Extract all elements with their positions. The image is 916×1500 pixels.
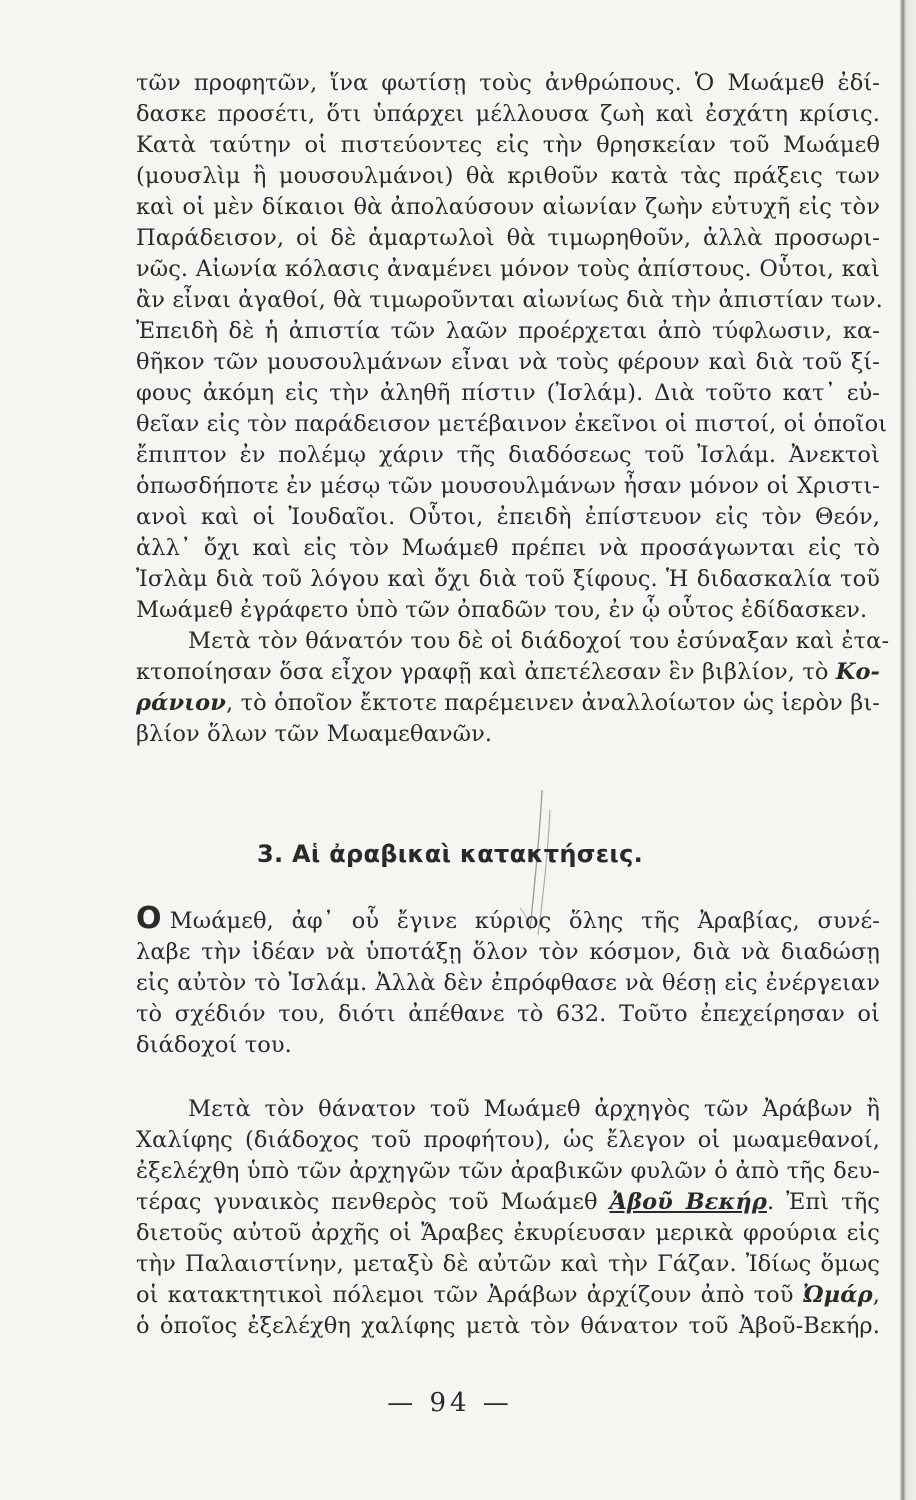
koran-term-part2: ράνιον: [136, 690, 226, 716]
text-line: νῶς. Αἰωνία κόλασις ἀναμένει μόνον τοὺς ἀπίστους. Οὗτοι, καὶ: [136, 256, 880, 282]
text-line: διάδοχοί του.: [136, 1032, 292, 1058]
text-line: θεῖαν εἰς τὸν παράδεισον μετέβαινον ἐκεῖνοι οἱ πιστοί, οἱ ὁποῖοι: [136, 411, 888, 437]
text-run: Μωάμεθ, ἀφ᾿ οὗ ἔγινε κύριος ὅλης τῆς Ἀραβίας, συνέ-: [169, 908, 880, 934]
text-run: , τὸ ὁποῖον ἔκτοτε παρέμεινεν ἀναλλοίωτον ὡς ἱερὸν βι-: [226, 690, 880, 716]
text-line: [136, 657, 880, 688]
text-line: [136, 1280, 880, 1311]
abu-bakr-name: Ἀβοῦ Βεκήρ: [609, 1189, 767, 1215]
page-number: — 94 —: [387, 1388, 513, 1418]
text-line: (μουσλὶμ ἢ μουσουλμάνοι) θὰ κριθοῦν κατὰ τὰς πράξεις των: [136, 163, 880, 189]
text-line: [136, 1187, 880, 1218]
text-line: δασκε προσέτι, ὅτι ὑπάρχει μέλλουσα ζωὴ καὶ ἐσχάτη κρίσις.: [136, 101, 880, 127]
text-line: ἔπιπτον ἐν πολέμῳ χάριν τῆς διαδόσεως τοῦ Ἰσλάμ. Ἀνεκτοὶ: [136, 442, 880, 468]
text-block-bottom: [136, 1094, 880, 1342]
text-line: Χαλίφης (διάδοχος τοῦ προφήτου), ὡς ἔλεγον οἱ μωαμεθανοί,: [136, 1127, 880, 1153]
paragraph-start-line: Μετὰ τὸν θάνατόν του δὲ οἱ διάδοχοί του ἐσύναξαν καὶ ἐτα-: [188, 628, 890, 654]
text-line: ἀλλ᾿ ὄχι καὶ εἰς τὸν Μωάμεθ πρέπει νὰ προσάγωνται εἰς τὸ: [136, 535, 880, 561]
paragraph-start-line: Μετὰ τὸν θάνατον τοῦ Μωάμεθ ἀρχηγὸς τῶν Ἀράβων ἢ: [188, 1096, 880, 1122]
section-heading: 3. Αἱ ἀραβικαὶ κατακτήσεις.: [256, 840, 644, 868]
text-run: κτοποίησαν ὅσα εἶχον γραφῇ καὶ ἀπετέλεσαν ἓν βιβλίον, τὸ: [136, 659, 836, 685]
text-line: τὸ σχέδιόν του, διότι ἀπέθανε τὸ 632. Τοῦτο ἐπεχείρησαν οἱ: [136, 1001, 880, 1027]
text-line: καὶ οἱ μὲν δίκαιοι θὰ ἀπολαύσουν αἰωνίαν ζωὴν εὐτυχῆ εἰς τὸν: [136, 194, 880, 220]
text-line: ἐξελέχθη ὑπὸ τῶν ἀρχηγῶν τῶν ἀραβικῶν φυλῶν ὁ ἀπὸ τῆς δευ-: [136, 1158, 880, 1184]
drop-initial: Ο: [136, 901, 162, 936]
text-line: Κατὰ ταύτην οἱ πιστεύοντες εἰς τὴν θρησκείαν τοῦ Μωάμεθ: [136, 132, 880, 158]
text-line: Μωάμεθ ἐγράφετο ὑπὸ τῶν ὀπαδῶν του, ἐν ᾧ οὗτος ἐδίδασκεν.: [136, 597, 868, 623]
text-line: Ἐπειδὴ δὲ ἡ ἀπιστία τῶν λαῶν προέρχεται ἀπὸ τύφλωσιν, κα-: [136, 318, 880, 344]
text-line: Παράδεισον, οἱ δὲ ἁμαρτωλοὶ θὰ τιμωρηθοῦν, ἀλλὰ προσωρι-: [136, 225, 880, 251]
text-run: ,: [872, 1282, 880, 1308]
text-line: ὁπωσδήποτε ἐν μέσῳ τῶν μουσουλμάνων ἦσαν μόνον οἱ Χριστι-: [136, 473, 880, 499]
text-line: [136, 903, 880, 937]
text-block-top: [136, 68, 890, 750]
koran-term-part1: Κο-: [835, 659, 880, 685]
text-line: τὴν Παλαιστίνην, μεταξὺ δὲ αὐτῶν καὶ τὴν Γάζαν. Ἰδίως ὅμως: [136, 1251, 880, 1277]
text-line: φους ἀκόμη εἰς τὴν ἀληθῆ πίστιν (Ἰσλάμ). Διὰ τοῦτο κατ᾿ εὐ-: [136, 380, 880, 406]
text-line: θῆκον τῶν μουσουλμάνων εἶναι νὰ τοὺς φέρουν καὶ διὰ τοῦ ξί-: [136, 349, 880, 375]
omar-name: Ὠμάρ: [802, 1282, 873, 1308]
text-line: ἂν εἶναι ἀγαθοί, θὰ τιμωροῦνται αἰωνίως διὰ τὴν ἀπιστίαν των.: [136, 287, 883, 313]
text-line: τῶν προφητῶν, ἵνα φωτίσῃ τοὺς ἀνθρώπους. Ὁ Μωάμεθ ἐδί-: [136, 70, 880, 96]
text-line: λαβε τὴν ἰδέαν νὰ ὑποτάξῃ ὅλον τὸν κόσμον, διὰ νὰ διαδώσῃ: [136, 939, 880, 965]
text-line: Ἰσλὰμ διὰ τοῦ λόγου καὶ ὄχι διὰ τοῦ ξίφους. Ἡ διδασκαλία τοῦ: [136, 566, 880, 592]
text-line: ανοὶ καὶ οἱ Ἰουδαῖοι. Οὗτοι, ἐπειδὴ ἐπίστευον εἰς τὸν Θεόν,: [136, 504, 880, 530]
text-run: τέρας γυναικὸς πενθερὸς τοῦ Μωάμεθ: [136, 1189, 610, 1215]
book-binding-edge: [900, 0, 916, 1500]
text-line: ὁ ὁποῖος ἐξελέχθη χαλίφης μετὰ τὸν θάνατον τοῦ Ἀβοῦ-Βεκήρ.: [136, 1313, 880, 1339]
text-run: οἱ κατακτητικοὶ πόλεμοι τῶν Ἀράβων ἀρχίζουν ἀπὸ τοῦ: [136, 1282, 803, 1308]
text-run: . Ἐπὶ τῆς: [766, 1189, 880, 1215]
text-line: εἰς αὐτὸν τὸ Ἰσλάμ. Ἀλλὰ δὲν ἐπρόφθασε νὰ θέσῃ εἰς ἐνέργειαν: [136, 970, 880, 996]
text-line: διετοῦς αὐτοῦ ἀρχῆς οἱ Ἄραβες ἐκυρίευσαν μερικὰ φρούρια εἰς: [136, 1220, 880, 1246]
text-line: βλίον ὅλων τῶν Μωαμεθανῶν.: [136, 721, 493, 747]
text-block-middle: [136, 903, 880, 1061]
text-line: [136, 688, 880, 719]
